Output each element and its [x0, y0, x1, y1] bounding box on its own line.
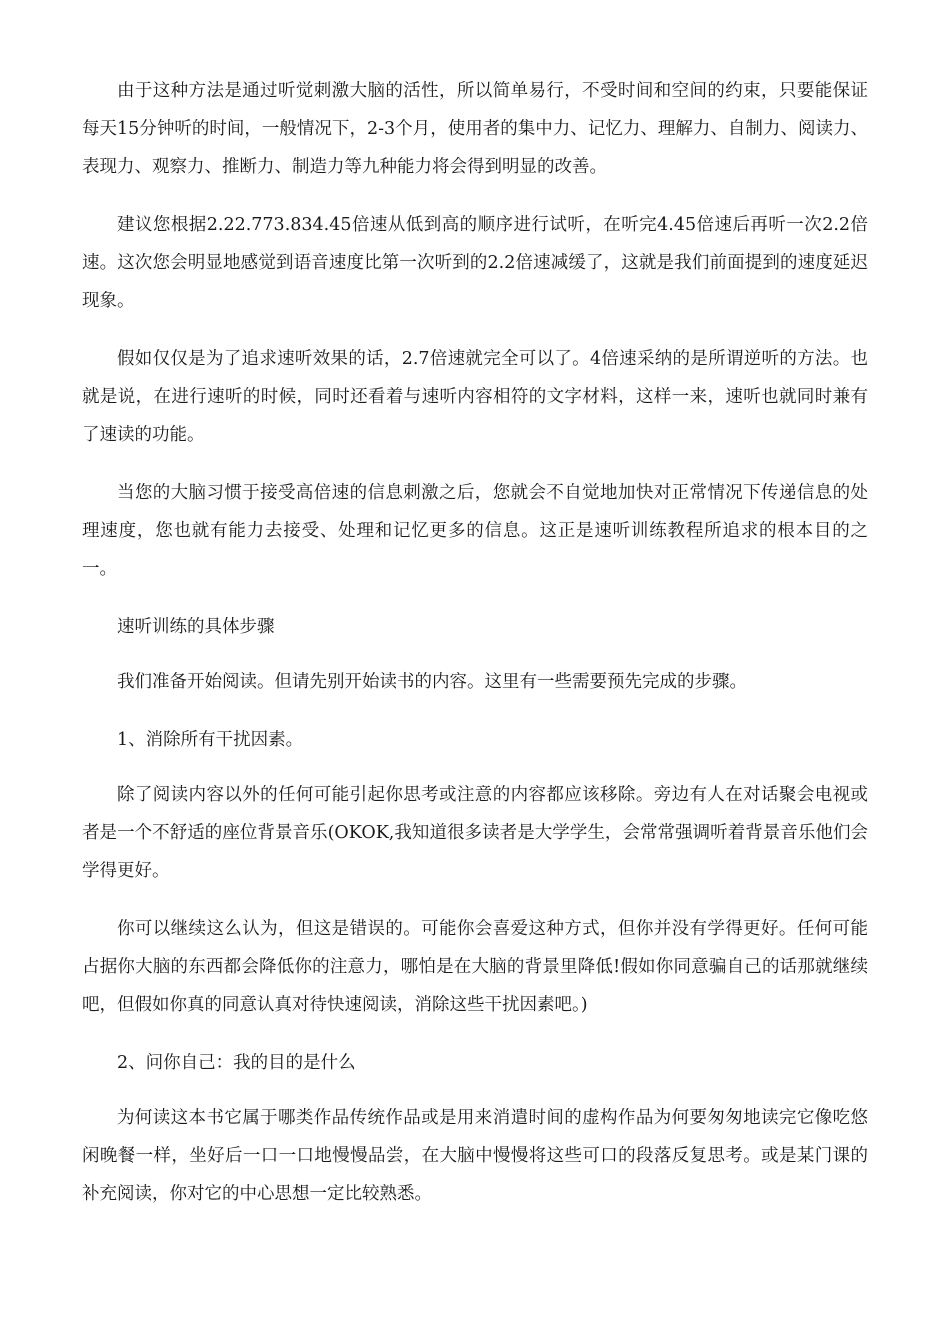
paragraph-reading-purpose: 为何读这本书它属于哪类作品传统作品或是用来消遣时间的虚构作品为何要匆匆地读完它像吃悠闲晚餐一样，坐好后一口一口地慢慢品尝，在大脑中慢慢将这些可口的段落反复思考。或是某门课的补充阅读，你对它的中心思想一定比较熟悉。	[82, 1108, 868, 1204]
paragraph-prepare-reading: 我们准备开始阅读。但请先别开始读书的内容。这里有一些需要预先完成的步骤。	[117, 672, 747, 692]
paragraph-processing-speed: 当您的大脑习惯于接受高倍速的信息刺激之后，您就会不自觉地加快对正常情况下传递信息的处理速度，您也就有能力去接受、处理和记忆更多的信息。这正是速听训练教程所追求的根本目的之一。	[82, 483, 868, 579]
step-2-heading: 2、问你自己：我的目的是什么	[117, 1053, 356, 1073]
paragraph-remove-distractions: 除了阅读内容以外的任何可能引起你思考或注意的内容都应该移除。旁边有人在对话聚会电视或者是一个不舒适的座位背景音乐(OKOK,我知道很多读者是大学学生，会常常强调听着背景音乐他们会学得更好。	[82, 785, 868, 881]
section-heading-steps: 速听训练的具体步骤	[117, 617, 275, 637]
step-1-heading: 1、消除所有干扰因素。	[117, 730, 304, 750]
paragraph-speed-order: 建议您根据2.22.773.834.45倍速从低到高的顺序进行试听，在听完4.45倍速后再听一次2.2倍速。这次您会明显地感觉到语音速度比第一次听到的2.2倍速减缓了，这就是我们前面提到的速度延迟现象。	[82, 215, 868, 311]
paragraph-speed-reading: 假如仅仅是为了追求速听效果的话，2.7倍速就完全可以了。4倍速采纳的是所谓逆听的方法。也就是说，在进行速听的时候，同时还看着与速听内容相符的文字材料，这样一来，速听也就同时兼有了速读的功能。	[82, 349, 868, 445]
document-body	[82, 72, 868, 1233]
paragraph-background-music: 你可以继续这么认为，但这是错误的。可能你会喜爱这种方式，但你并没有学得更好。任何可能占据你大脑的东西都会降低你的注意力，哪怕是在大脑的背景里降低!假如你同意骗自己的话那就继续吧，但假如你真的同意认真对待快速阅读，消除这些干扰因素吧。)	[82, 919, 868, 1015]
paragraph-brain-stimulation: 由于这种方法是通过听觉刺激大脑的活性，所以简单易行，不受时间和空间的约束，只要能保证每天15分钟听的时间，一般情况下，2-3个月，使用者的集中力、记忆力、理解力、自制力、阅读力、表现力、观察力、推断力、制造力等九种能力将会得到明显的改善。	[82, 81, 868, 177]
